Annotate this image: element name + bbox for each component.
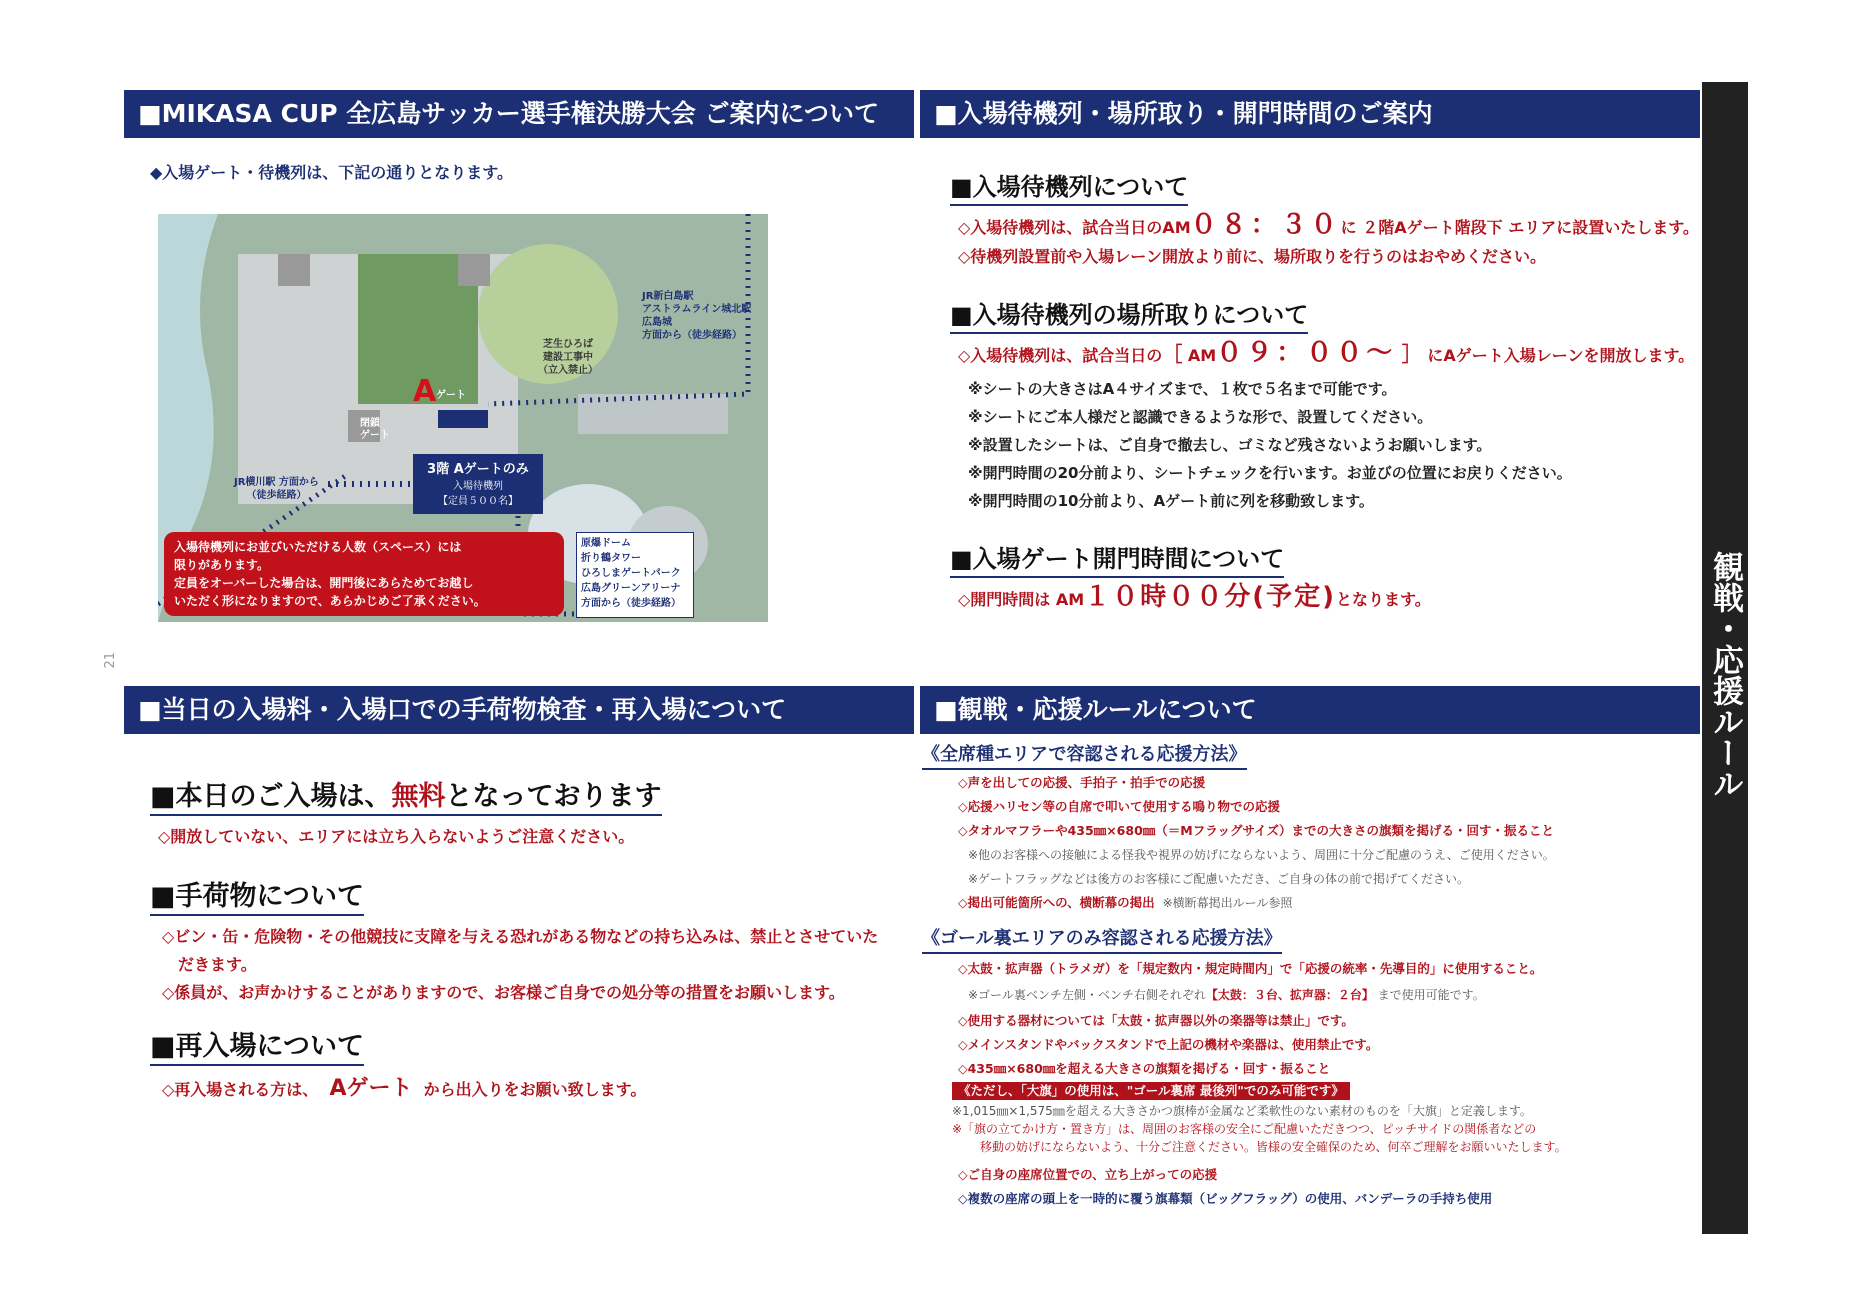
waiting-line-post: ２階Aゲート階段下 エリアに設置いたします。 [1362, 218, 1699, 237]
lawn-label [538, 338, 598, 377]
all-seats-title: 《全席種エリアで容認される応援方法》 [922, 742, 1247, 770]
spot-note-1: ※シートの大きさはA４サイズまで、１枚で５名まで可能です。 [968, 380, 1397, 398]
baggage-title: ■手荷物について [150, 880, 364, 916]
jr-shinhakushima-label [642, 290, 751, 342]
gate-open-text [958, 582, 1431, 612]
spot-holding-text1 [958, 338, 1695, 368]
goal-item-5: ◇ご自身の座席位置での、立ち上がっての応援 [958, 1167, 1218, 1182]
gate-open-post: となります。 [1335, 590, 1431, 609]
venue-map [158, 214, 768, 622]
dome-line1: 原爆ドーム [581, 538, 631, 549]
all-seats-item-1: ◇声を出しての応援、手拍子・拍手での応援 [958, 775, 1206, 790]
goal-item-4: ◇435㎜×680㎜を超える大きさの旗類を掲げる・回す・振ること [958, 1061, 1331, 1076]
spot-note-4: ※開門時間の20分前より、シートチェックを行います。お並びの位置にお戻りください。 [968, 464, 1572, 482]
capacity-notice [164, 532, 564, 616]
reentry-gate: Aゲート [329, 1076, 413, 1101]
spot-post: にAゲート入場レーンを開放します。 [1427, 346, 1695, 365]
notice-line2: 限りがあります。 [174, 558, 270, 572]
goal-item-1: ◇太鼓・拡声器（トラメガ）を「規定数内・規定時間内」で「応援の統率・先導目的」に使用すること。 [958, 961, 1543, 976]
waiting-line-pre: ◇入場待機列は、試合当日のAM [958, 218, 1191, 237]
gate-a-suffix: ゲート [436, 390, 466, 401]
section1-header: ■MIKASA CUP 全広島サッカー選手権決勝大会 ご案内について [124, 90, 914, 138]
notice-line4: いただく形になりますので、あらかじめご了承ください。 [174, 594, 486, 608]
spot-bracket-close: ］ [1401, 342, 1422, 366]
gate-open-time: １０時００分(予定) [1084, 582, 1336, 612]
banner-note: ※横断幕掲出ルール参照 [1162, 896, 1293, 910]
section2-header: ■入場待機列・場所取り・開門時間のご案内 [920, 90, 1700, 138]
closed-gate-label: 閉鎖 [360, 418, 380, 429]
dome-line5: 方面から（徒歩経路） [581, 598, 681, 609]
jr-shin-line2: アストラムライン城北駅 [642, 304, 752, 315]
notice-line3: 定員をオーバーした場合は、開門後にあらためてお越し [174, 576, 474, 590]
spot-am: AM [1187, 346, 1217, 365]
goal-area-title: 《ゴール裏エリアのみ容認される応援方法》 [922, 926, 1282, 954]
closed-gate-label-2: ゲート [360, 430, 390, 441]
goal-note1-bold: 【太鼓：３台、拡声器：２台】 [1205, 988, 1374, 1002]
goal-item-6: ◇複数の座席の頭上を一時的に覆う旗幕類（ビッグフラッグ）の使用、バンデーラの手持ち使用 [958, 1191, 1493, 1206]
jr-shin-line4: 方面から（徒歩経路） [642, 330, 742, 341]
all-seats-item-2: ◇応援ハリセン等の自席で叩いて使用する鳴り物での応援 [958, 799, 1280, 814]
dome-line2: 折り鶴タワー [581, 553, 641, 564]
section4-header: ■観戦・応援ルールについて [920, 686, 1700, 734]
goal-item-3: ◇メインスタンドやバックスタンドで上記の機材や楽器は、使用禁止です。 [958, 1037, 1379, 1052]
goal-highlight: 《ただし、「大旗」の使用は、"ゴール裏席 最後列"でのみ可能です》 [952, 1082, 1350, 1100]
spot-note-3: ※設置したシートは、ご自身で撤去し、ゴミなど残さないようお願いします。 [968, 436, 1492, 454]
goal-item-2: ◇使用する器材については「太鼓・拡声器以外の楽器等は禁止」です。 [958, 1013, 1354, 1028]
waiting-line-text1 [958, 210, 1699, 240]
all-seats-banner [958, 894, 1292, 912]
reentry-pre: ◇再入場される方は、 [162, 1080, 319, 1099]
jr-yokogawa-line2: （徒歩経路） [246, 490, 307, 501]
waiting-line-text2: ◇待機列設置前や入場レーン開放より前に、場所取りを行うのはおやめください。 [958, 247, 1546, 266]
gate-a-box [413, 454, 543, 514]
free-entry-red: 無料 [391, 781, 446, 812]
spot-bracket-open: ［ [1162, 342, 1183, 366]
all-seats-note-2: ※ゲートフラッグなどは後方のお客様にご配慮いただき、ご自身の体の前で掲げてください。 [968, 872, 1469, 886]
banner-item: ◇掲出可能箇所への、横断幕の掲出 [958, 895, 1155, 910]
jr-shin-line3: 広島城 [642, 317, 672, 328]
free-entry-line1: ◇開放していない、エリアには立ち入らないようご注意ください。 [158, 827, 635, 846]
spot-note-5: ※開門時間の10分前より、Aゲート前に列を移動致します。 [968, 492, 1374, 510]
goal-note1-pre: ※ゴール裏ベンチ左側・ベンチ右側それぞれ [968, 988, 1206, 1002]
baggage-line1: ◇ビン・缶・危険物・その他競技に支障を与える恐れがある物などの持ち込みは、禁止とさせていた [162, 927, 879, 946]
dome-line3: ひろしまゲートパーク [581, 568, 681, 579]
all-seats-note-1: ※他のお客様への接触による怪我や視界の妨げにならないよう、周囲に十分ご配慮のうえ、ご使用ください。 [968, 848, 1555, 862]
spot-pre: ◇入場待機列は、試合当日の [958, 346, 1163, 365]
goal-note-2: ※1,015㎜×1,575㎜を超える大きさかつ旗棒が金属など柔軟性のない素材のものを「大旗」と定義します。 [952, 1104, 1532, 1118]
section3-header: ■当日の入場料・入場口での手荷物検査・再入場について [124, 686, 914, 734]
goal-note-3: ※「旗の立てかけ方・置き方」は、周囲のお客様の安全にご配慮いただきつつ、ピッチサイドの関係者などの [952, 1122, 1537, 1136]
page-number: 21 [103, 652, 118, 669]
jr-yokogawa-label [234, 476, 319, 502]
jr-yokogawa-line1: JR横川駅 方面から [234, 477, 319, 488]
waiting-line-mid: に [1340, 218, 1357, 237]
notice-line1: 入場待機列にお並びいただける人数（スペース）には [174, 540, 462, 554]
free-entry-post: となっております [445, 781, 662, 812]
spot-note-2: ※シートにご本人様だと認識できるような形で、設置してください。 [968, 408, 1433, 426]
spot-holding-title: ■入場待機列の場所取りについて [950, 298, 1308, 334]
gate-a-box-sub: 入場待機列 [453, 481, 503, 492]
baggage-line3: ◇係員が、お声かけすることがありますので、お客様ご自身での処分等の措置をお願いします。 [162, 983, 845, 1002]
gate-a-box-title: 3階 Aゲートのみ [427, 462, 529, 477]
section1-intro: ◆入場ゲート・待機列は、下記の通りとなります。 [150, 163, 514, 182]
goal-note-4: 移動の妨げにならないよう、十分ご注意ください。皆様の安全確保のため、何卒ご理解をお願いいたします。 [980, 1140, 1567, 1154]
free-entry-title [150, 780, 662, 816]
gate-a-box-capacity: 【定員５００名】 [438, 496, 518, 507]
lawn-line1: 芝生ひろば [543, 339, 593, 350]
gate-open-title: ■入場ゲート開門時間について [950, 542, 1284, 578]
goal-note-1 [968, 986, 1485, 1004]
sidebar-title: 観戦・応援ルール [1702, 82, 1748, 1234]
lawn-line3: （立入禁止） [538, 365, 598, 376]
reentry-title: ■再入場について [150, 1030, 364, 1066]
waiting-line-time: ０８：３０ [1190, 210, 1341, 240]
reentry-line1 [162, 1078, 646, 1101]
spot-time: ０９：００～ [1216, 338, 1397, 368]
dome-line4: 広島グリーンアリーナ [581, 583, 681, 594]
gate-open-pre: ◇開門時間は AM [958, 590, 1085, 609]
lawn-line2: 建設工事中 [543, 352, 593, 363]
gate-a-letter: A [413, 374, 437, 409]
free-entry-pre: ■本日のご入場は、 [150, 781, 392, 812]
waiting-line-title: ■入場待機列について [950, 170, 1188, 206]
baggage-line2: だきます。 [178, 955, 257, 974]
reentry-post: から出入りをお願い致します。 [423, 1080, 647, 1099]
all-seats-item-3: ◇タオルマフラーや435㎜×680㎜（＝Mフラッグサイズ）までの大きさの旗類を掲げる・回す・振ること [958, 823, 1554, 838]
goal-note1-post: まで使用可能です。 [1377, 988, 1485, 1002]
jr-shin-line1: JR新白島駅 [642, 291, 694, 302]
dome-label [576, 532, 694, 618]
